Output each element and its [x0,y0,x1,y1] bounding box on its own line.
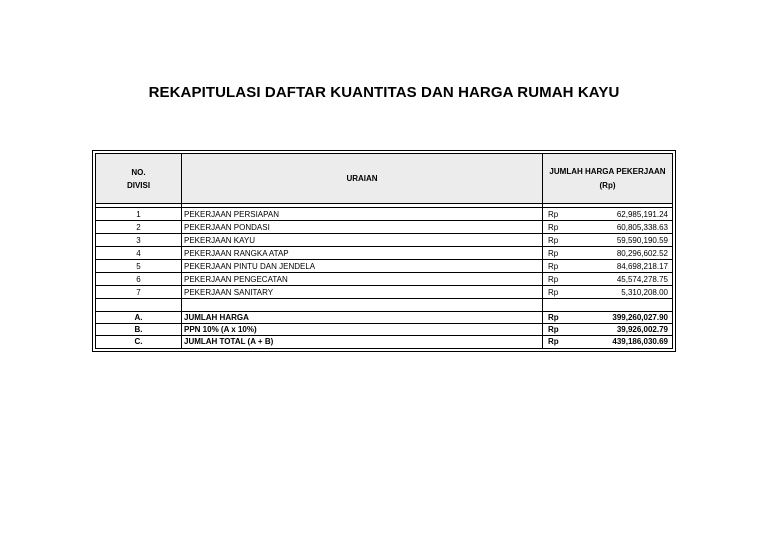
row-no: 5 [96,260,182,272]
row-uraian: PEKERJAAN RANGKA ATAP [182,247,543,259]
summary-currency: Rp [548,337,559,346]
header-uraian-label: URAIAN [346,174,378,183]
row-no: 7 [96,286,182,298]
row-no: 1 [96,208,182,220]
header-uraian [182,154,543,203]
table-row [96,260,672,273]
table-row [96,208,672,221]
summary-currency: Rp [548,313,559,322]
table-row [96,273,672,286]
row-amount-cell [543,208,672,220]
header-no-label: NO. [131,167,146,177]
row-uraian: PEKERJAAN PERSIAPAN [182,208,543,220]
row-amount-cell [543,273,672,285]
row-currency: Rp [548,262,559,271]
summary-no: B. [96,324,182,335]
row-uraian: PEKERJAAN KAYU [182,234,543,246]
row-amount: 59,590,190.59 [616,236,668,245]
row-amount-cell [543,221,672,233]
summary-amount: 399,260,027.90 [612,313,668,322]
summary-separator [96,299,672,312]
summary-row [96,336,672,348]
header-jumlah-harga [543,154,672,203]
row-uraian: PEKERJAAN PINTU DAN JENDELA [182,260,543,272]
table-row [96,234,672,247]
row-uraian: PEKERJAAN SANITARY [182,286,543,298]
row-currency: Rp [548,210,559,219]
summary-amount-cell [543,312,672,323]
table-row [96,286,672,299]
header-rp-label: (Rp) [599,180,616,190]
summary-uraian: JUMLAH TOTAL (A + B) [182,336,543,348]
summary-row [96,312,672,324]
summary-amount-cell [543,324,672,335]
row-amount-cell [543,286,672,298]
recap-table-inner [95,153,673,349]
row-amount: 84,698,218.17 [616,262,668,271]
page-title: REKAPITULASI DAFTAR KUANTITAS DAN HARGA RUMAH KAYU [148,84,620,101]
summary-currency: Rp [548,325,559,334]
summary-uraian: PPN 10% (A x 10%) [182,324,543,335]
summary-amount: 439,186,030.69 [612,337,668,346]
row-no: 6 [96,273,182,285]
row-amount: 80,296,602.52 [616,249,668,258]
header-jumlah-label: JUMLAH HARGA PEKERJAAN [549,166,666,176]
row-currency: Rp [548,249,559,258]
summary-uraian: JUMLAH HARGA [182,312,543,323]
row-currency: Rp [548,275,559,284]
row-no: 2 [96,221,182,233]
row-currency: Rp [548,288,559,297]
summary-no: C. [96,336,182,348]
row-currency: Rp [548,223,559,232]
row-amount: 60,805,338.63 [616,223,668,232]
table-row [96,247,672,260]
row-amount-cell [543,247,672,259]
row-no: 4 [96,247,182,259]
row-currency: Rp [548,236,559,245]
table-header [96,154,672,204]
row-amount-cell [543,234,672,246]
summary-row [96,324,672,336]
row-amount: 45,574,278.75 [616,275,668,284]
row-amount: 5,310,208.00 [621,288,668,297]
row-amount-cell [543,260,672,272]
row-uraian: PEKERJAAN PONDASI [182,221,543,233]
header-no-divisi [96,154,182,203]
summary-no: A. [96,312,182,323]
row-no: 3 [96,234,182,246]
row-uraian: PEKERJAAN PENGECATAN [182,273,543,285]
table-row [96,221,672,234]
summary-amount-cell [543,336,672,348]
row-amount: 62,985,191.24 [616,210,668,219]
header-divisi-label: DIVISI [126,180,151,190]
recap-table [92,150,676,352]
summary-amount: 39,926,002.79 [616,325,668,334]
